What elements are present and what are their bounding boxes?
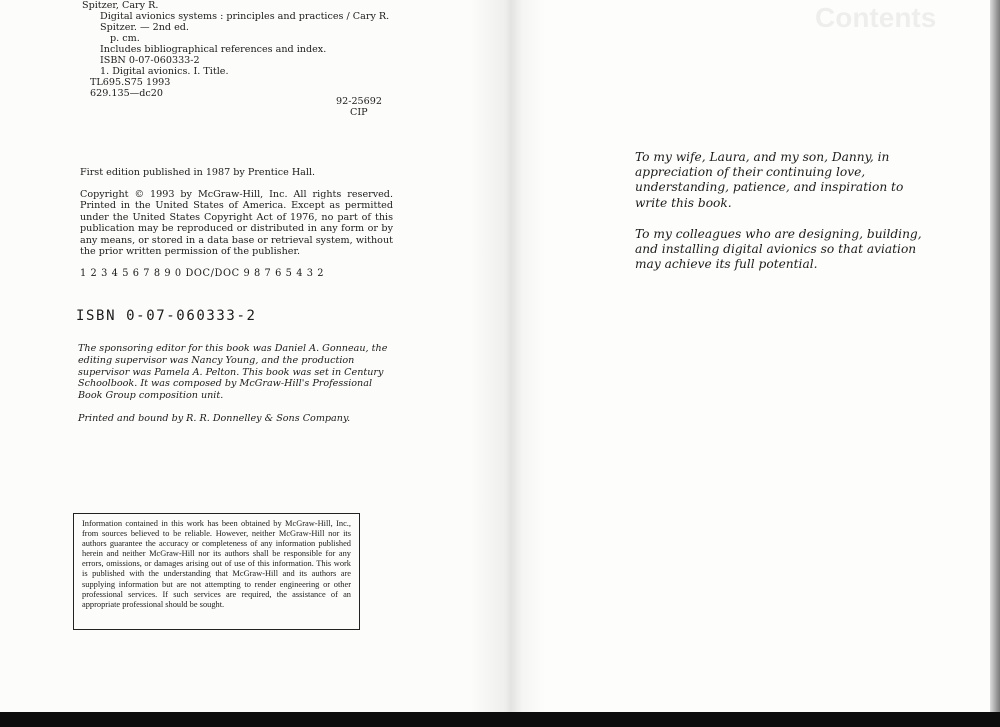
cip-line-subjects: 1. Digital avionics. I. Title. — [100, 66, 229, 77]
disclaimer-box: Information contained in this work has been obtained by McGraw-Hill, Inc., from sources believed to be reliable. However, neither McGraw-Hill nor its authors guarantee the accuracy or completeness of any information published herein and neither McGraw-Hill nor its authors shall be responsible for any errors, omissions, or damages arising out of use of this information. This work is published with the understanding that McGraw-Hill and its authors are supplying information but are not attempting to render engineering or other professional services. If such services are required, the assistance of an appropriate professional should be sought. — [73, 513, 360, 630]
cip-line-pages: p. cm. — [110, 33, 140, 44]
dedication-family: To my wife, Laura, and my son, Danny, in appreciation of their continuing love, understanding, patience, and inspiration to write this book. — [635, 150, 904, 210]
sponsoring-editor-note: The sponsoring editor for this book was Daniel A. Gonneau, the editing supervisor was Nancy Young, and the production supervisor was Pamela A. Pelton. This book was set in Century Schoolbook. It was composed by McGraw-Hill's Professional Book Group composition unit. — [78, 343, 388, 402]
cip-call-number — [336, 96, 382, 118]
cip-line-dewey: 629.135—dc20 — [90, 88, 163, 99]
cip-line-notes: Includes bibliographical references and index. — [100, 44, 327, 55]
lccn: 92-25692 — [336, 96, 382, 107]
page-edge — [990, 0, 1000, 712]
cip-line-lc-class: TL695.S75 1993 — [90, 77, 171, 88]
cip-line-author: Spitzer, Cary R. — [82, 0, 159, 11]
print-line: 1 2 3 4 5 6 7 8 9 0 DOC/DOC 9 8 7 6 5 4 3 2 — [80, 268, 325, 279]
first-edition-note: First edition published in 1987 by Prentice Hall. — [80, 167, 316, 178]
printer-note: Printed and bound by R. R. Donnelley & Sons Company. — [78, 413, 351, 424]
show-through-contents-title: Contents — [815, 2, 937, 33]
scan-bottom-edge — [0, 712, 1000, 727]
cip-line-title: Digital avionics systems : principles and practices / Cary R. — [100, 11, 390, 22]
cip-line-edition: Spitzer. — 2nd ed. — [100, 22, 189, 33]
cip-data-block — [82, 0, 390, 99]
book-gutter — [470, 0, 545, 712]
dedication-colleagues: To my colleagues who are designing, building, and installing digital avionics so that aviation may achieve its full potential. — [635, 227, 922, 272]
copyright-notice: Copyright © 1993 by McGraw-Hill, Inc. All rights reserved. Printed in the United States of America. Except as permitted under the United States Copyright Act of 1976, no part of this publication may be reproduced or distributed in any form or by any means, or stored in a data base or retrieval system, without the prior written permission of the publisher. — [80, 189, 393, 258]
isbn-ocr-line: ISBN 0-07-060333-2 — [76, 308, 257, 324]
dedication-page — [505, 0, 995, 712]
cip-label: CIP — [350, 107, 368, 118]
cip-line-isbn: ISBN 0-07-060333-2 — [100, 55, 200, 66]
